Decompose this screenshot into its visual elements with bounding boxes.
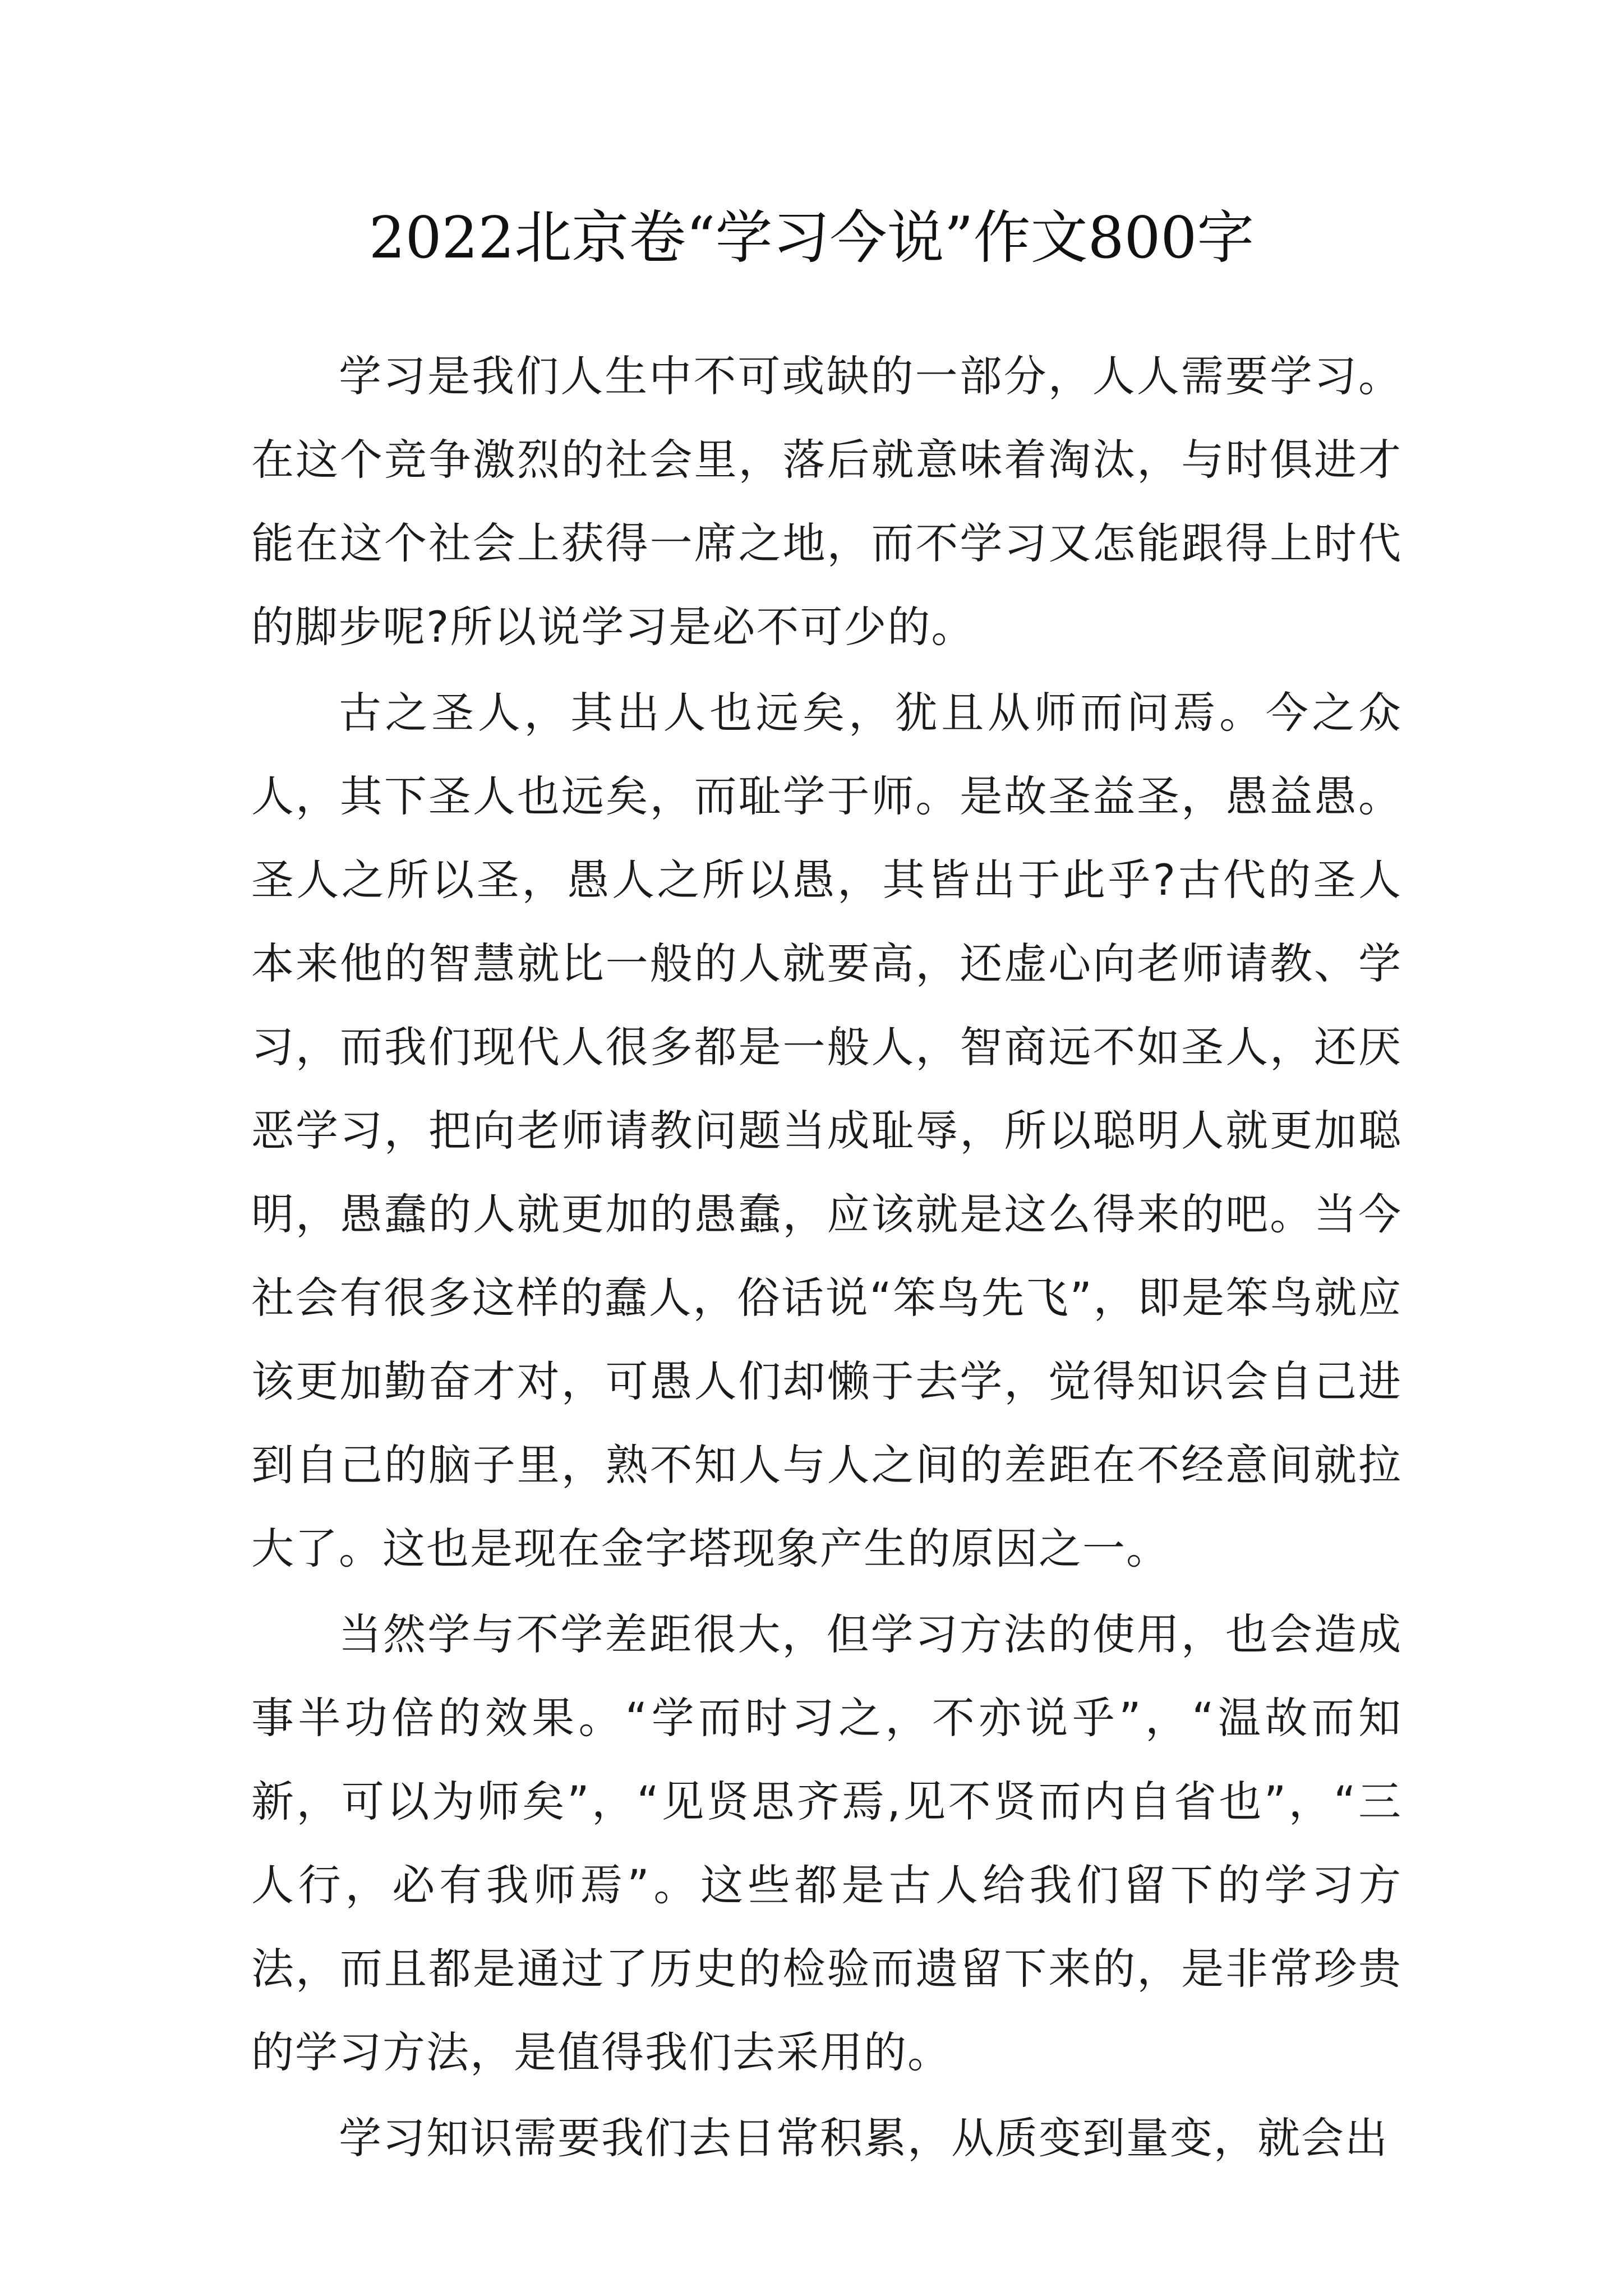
document-title: 2022北京卷“学习今说”作文800字	[368, 205, 1255, 272]
paragraph-2: 古之圣人，其出人也远矣，犹且从师而问焉。今之众人，其下圣人也远矣，而耻学于师。是故圣益圣，愚益愚。圣人之所以圣，愚人之所以愚，其皆出于此乎?古代的圣人本来他的智慧就比一般的人就要高，还虚心向老师请教、学习，而我们现代人很多都是一般人，智商远不如圣人，还厌恶学习，把向老师请教问题当成耻辱，所以聪明人就更加聪明，愚蠢的人就更加的愚蠢，应该就是这么得来的吧。当今社会有很多这样的蠢人，俗话说“笨鸟先飞”，即是笨鸟就应该更加勤奋才对，可愚人们却懒于去学，觉得知识会自己进到自己的脑子里，熟不知人与人之间的差距在不经意间就拉大了。这也是现在金字塔现象产生的原因之一。	[251, 688, 1402, 1573]
document-body	[251, 334, 1402, 2182]
paragraph-3: 当然学与不学差距很大，但学习方法的使用，也会造成事半功倍的效果。“学而时习之，不亦说乎”，“温故而知新，可以为师矣”，“见贤思齐焉,见不贤而内自省也”，“三人行，必有我师焉”。这些都是古人给我们留下的学习方法，而且都是通过了历史的检验而遗留下来的，是非常珍贵的学习方法，是值得我们去采用的。	[251, 1609, 1402, 2077]
paragraph-1: 学习是我们人生中不可或缺的一部分，人人需要学习。在这个竞争激烈的社会里，落后就意味着淘汰，与时俱进才能在这个社会上获得一席之地，而不学习又怎能跟得上时代的脚步呢?所以说学习是必不可少的。	[251, 351, 1402, 652]
paragraph-4: 学习知识需要我们去日常积累，从质变到量变，就会出	[339, 2113, 1389, 2163]
